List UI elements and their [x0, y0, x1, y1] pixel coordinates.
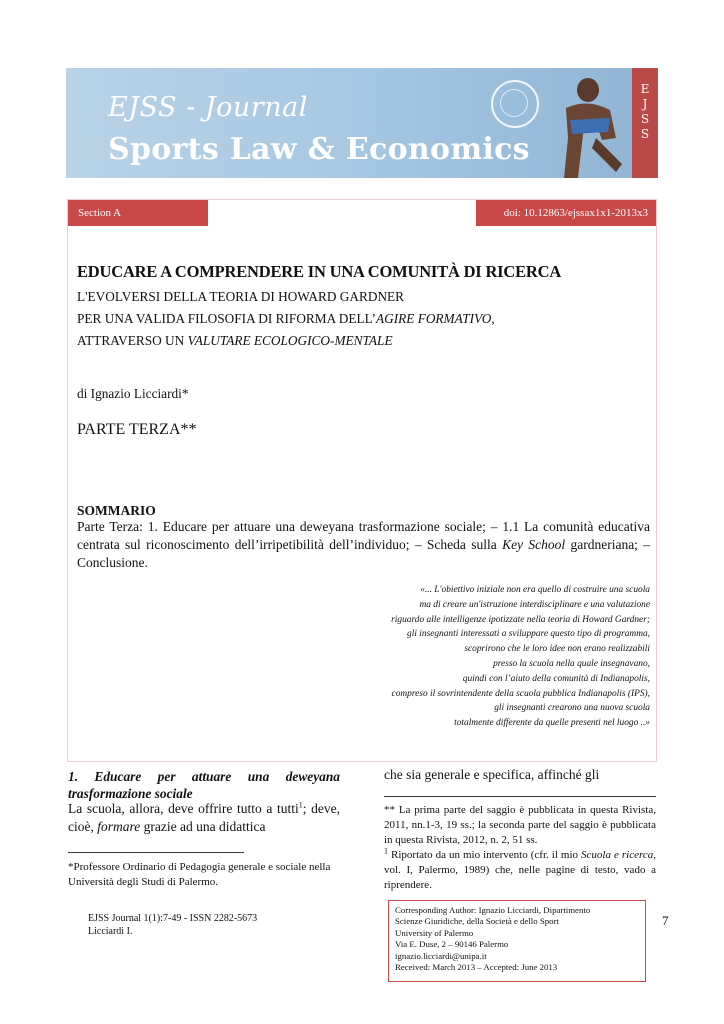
section-1-body: La scuola, allora, deve offrire tutto a tutti$^1$; deve, cioè, formare grazie ad una didattica	[68, 800, 340, 834]
banner-journal-line1: EJSS - Journal	[108, 92, 308, 123]
side-letter: E	[640, 82, 650, 96]
corresponding-author-box	[388, 900, 646, 982]
epigraph-quote	[300, 583, 650, 731]
quote-line: compreso il sovrintendente della scuola pubblica Indianapolis (IPS),	[391, 688, 650, 699]
column-2-body: che sia generale e specifica, affinché gli	[384, 767, 600, 782]
athlete-icon	[536, 68, 636, 178]
subtitle-line-2: PER UNA VALIDA FILOSOFIA DI RIFORMA DELL’AGIRE FORMATIVO,	[77, 311, 495, 326]
banner-journal-line2: Sports Law & Economics	[108, 132, 530, 167]
quote-line: gli insegnanti interessati a sviluppare questo tipo di programma,	[407, 629, 650, 640]
corr-line: Received: March 2013 – Accepted: June 2013	[395, 962, 558, 973]
side-letter: S	[640, 112, 650, 126]
quote-line: scoprirono che le loro idee non erano realizzabili	[464, 644, 650, 655]
corr-line: University of Palermo	[395, 927, 474, 938]
footer-citation	[88, 912, 257, 938]
quote-line: presso la scuola nella quale insegnavano,	[493, 658, 650, 669]
journal-banner	[66, 68, 658, 178]
side-letter: S	[640, 127, 650, 141]
summary-text: Parte Terza: 1. Educare per attuare una deweyana trasformazione sociale; – 1.1 La comunità educativa centrata sul riconoscimento dell’irripetibilità dell’individuo; – Scheda sulla Key School gardneriana; – Conclusione.	[77, 519, 651, 570]
corr-email: ignazio.licciardi@unipa.it	[395, 950, 487, 961]
author-line: di Ignazio Licciardi*	[77, 386, 189, 401]
footnote-author: *Professore Ordinario di Pedagogia generale e sociale nella Università degli Studi di Palermo.	[68, 861, 331, 888]
footnote-1: $^1$ Riportato da un mio intervento (cfr. il mio Scuola e ricerca, vol. I, Palermo, 1989) che, nelle pagine di testo, vado a riprendere.	[384, 846, 656, 891]
footnote-parts: ** La prima parte del saggio è pubblicata in questa Rivista, 2011, nn.1-3, 19 ss.; la seconda parte del saggio è pubblicata in questa Rivista, 2012, n. 2, 51 ss.	[384, 804, 656, 846]
subtitle-line-3: ATTRAVERSO UN VALUTARE ECOLOGICO-MENTALE	[77, 333, 393, 348]
doi-tab: doi: 10.12863/ejssax1x1-2013x3	[476, 200, 656, 226]
footnotes-right	[384, 803, 656, 893]
footnote-rule-left	[68, 852, 244, 853]
banner-side-band	[632, 68, 658, 178]
footnote-rule-right	[384, 796, 656, 797]
university-seal-icon	[491, 80, 539, 128]
quote-line: gli insegnanti crearono una nuova scuola	[494, 703, 650, 714]
corr-line: Corresponding Author: Ignazio Licciardi, Dipartimento	[395, 905, 591, 915]
subtitle-line-1: L'EVOLVERSI DELLA TEORIA DI HOWARD GARDNER	[77, 289, 405, 304]
page-number: 7	[662, 913, 669, 928]
part-heading: PARTE TERZA**	[77, 421, 197, 438]
quote-line: ma di creare un'istruzione interdisciplinare e una valutazione	[419, 599, 650, 610]
summary-heading: SOMMARIO	[77, 503, 156, 518]
footer-short-author: Licciardi I.	[88, 926, 133, 937]
quote-line: quindi con l’aiuto della comunità di Indianapolis,	[462, 673, 650, 684]
quote-line: riguardo alle intelligenze ipotizzate nella teoria di Howard Gardner;	[391, 614, 650, 625]
corr-line: Scienze Giuridiche, della Società e dello Sport	[395, 916, 559, 927]
footer-journal: EJSS Journal 1(1):7-49 - ISSN 2282-5673	[88, 913, 258, 924]
section-tab: Section A	[68, 200, 208, 226]
quote-line: totalmente differente da quelle presenti nel luogo ..»	[454, 718, 650, 729]
section-1-heading: 1. Educare per attuare una deweyana trasformazione sociale	[68, 769, 340, 801]
side-letter: J	[642, 97, 648, 111]
quote-line: «... L'obiettivo iniziale non era quello di costruire una scuola	[420, 585, 650, 595]
article-title: EDUCARE A COMPRENDERE IN UNA COMUNITÀ DI RICERCA	[77, 262, 562, 281]
corr-line: Via E. Duse, 2 – 90146 Palermo	[395, 939, 509, 950]
